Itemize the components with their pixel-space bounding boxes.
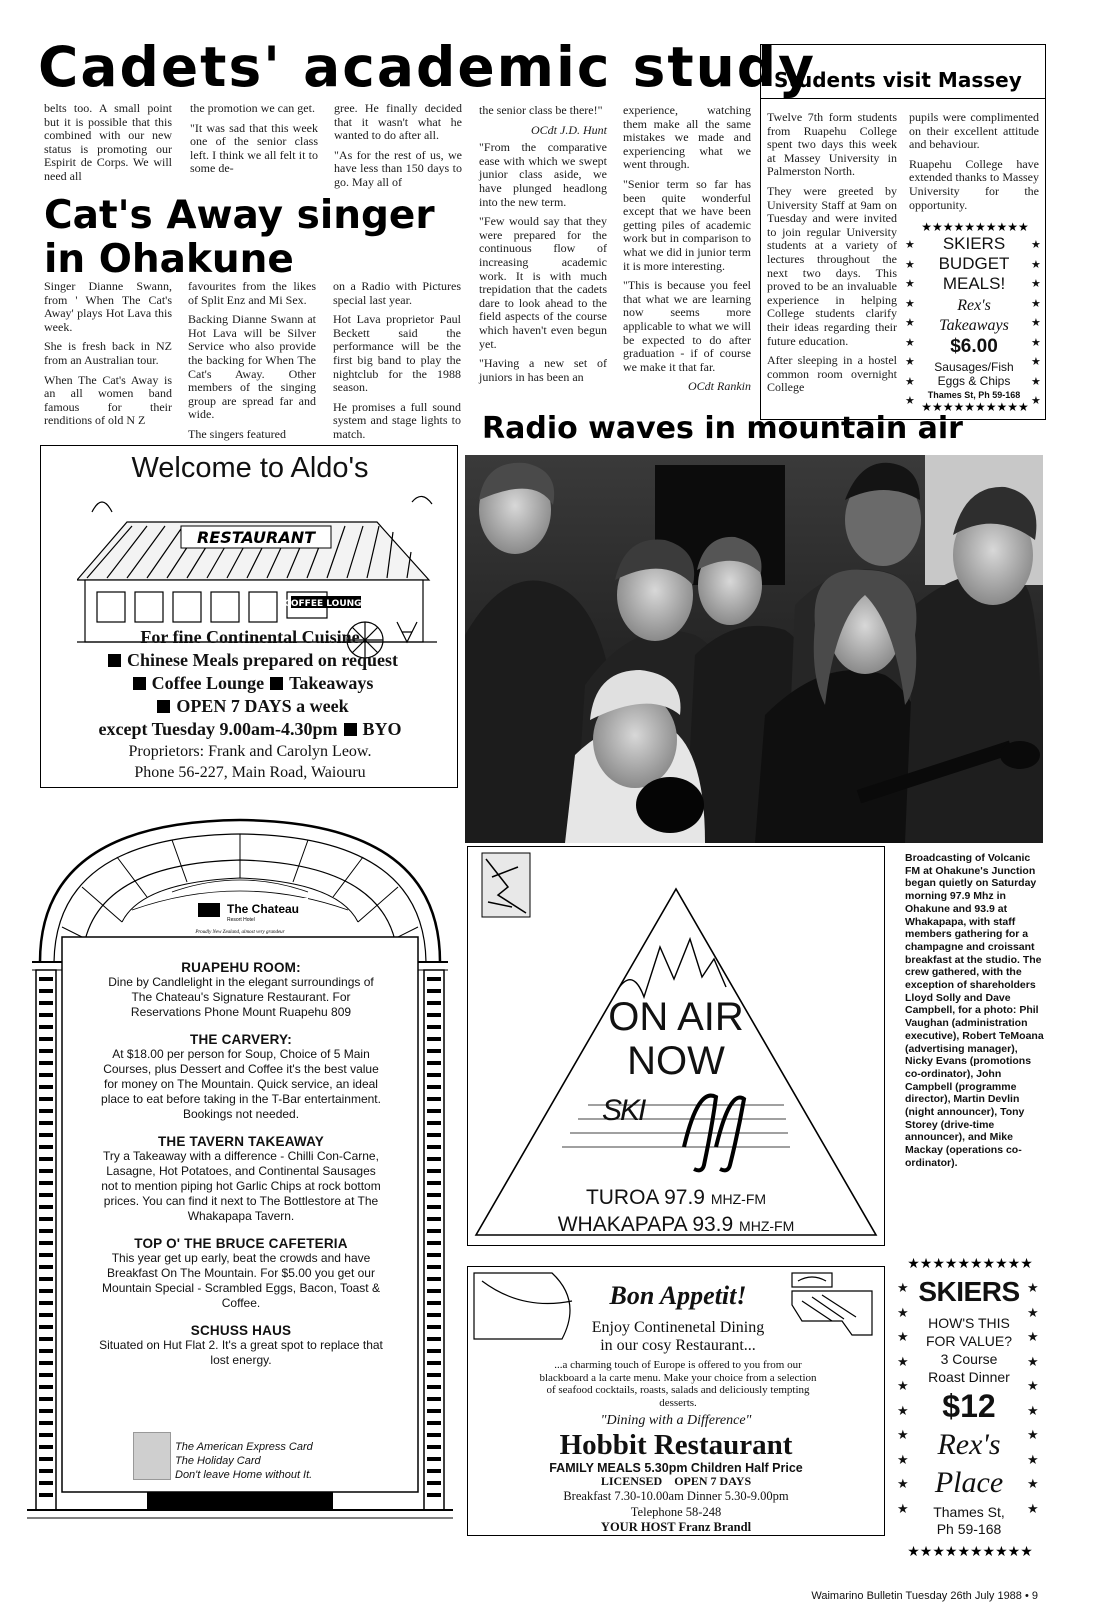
- catsaway-text: She is fresh back in NZ from an Australian tour.: [44, 339, 172, 367]
- hobbit-line: LICENSED OPEN 7 DAYS: [600, 1474, 752, 1488]
- catsaway-col-1: [44, 280, 172, 434]
- cards-line: Don't leave Home without It.: [175, 1469, 313, 1481]
- hobbit-slogan: "Dining with a Difference": [600, 1413, 752, 1428]
- catsaway-text: He promises a full sound system and stage lights to match.: [333, 399, 461, 441]
- section-body: At $18.00 per person for Soup, Choice of 5 Main Courses, plus Dessert and Coffee it's the best value for money on The Mountain. Quick service, an ideal place to eat before taking in the T-Bar entertainment. Bookings not needed.: [101, 1047, 381, 1121]
- cadets-text: "This is because you feel that what we are learning now seems more applicable to what we will be expected to do after graduation - if of course we make it that far.: [623, 278, 751, 374]
- catsaway-text: Singer Dianne Swann, from ' When The Cat's Away' plays Hot Lava this week.: [44, 279, 172, 334]
- hobbit-title: Bon Appetit!: [609, 1281, 747, 1310]
- aldos-line: BYO: [362, 719, 402, 739]
- star-column-icon: ★ ★ ★ ★ ★ ★ ★ ★ ★: [905, 239, 915, 407]
- bullet-square-icon: [157, 700, 170, 713]
- aldos-line: except Tuesday 9.00am-4.30pm: [98, 719, 338, 739]
- cadets-text: gree. He finally decided that it wasn't what he wanted to do after all.: [334, 101, 462, 143]
- unit-label: MHZ-FM: [739, 1218, 795, 1234]
- stars-row: ★★★★★★★★★★: [921, 400, 1029, 414]
- restaurant-sign: RESTAURANT: [196, 528, 316, 547]
- catsaway-text: The singers featured: [188, 426, 286, 441]
- cadets-text: "Few would say that they were prepared for the continuous flow of increasing academic work. It is with much trepidation that the cadets dare to look ahead to the field aspects of the course which haven't even begun yet.: [479, 214, 607, 351]
- stars-row: ★★★★★★★★★★: [907, 1544, 1033, 1560]
- rex-address: Thames St, Ph 59-168: [927, 390, 1021, 400]
- onair-text: NOW: [627, 1039, 725, 1083]
- rex-line: SKIERS: [942, 234, 1006, 253]
- rex-line: HOW'S THIS: [928, 1315, 1010, 1331]
- hobbit-name: Hobbit Restaurant: [559, 1429, 793, 1461]
- rex-line: Eggs & Chips: [937, 374, 1011, 388]
- aldos-ad: [40, 445, 458, 788]
- unit-label: MHZ-FM: [710, 1191, 767, 1207]
- cadets-col-1: [44, 102, 172, 190]
- star-column-icon: ★ ★ ★ ★ ★ ★ ★ ★ ★ ★: [1027, 1280, 1039, 1516]
- cadets-text: "It was sad that this week one of the senior class left. I think we all felt it to some de-: [190, 120, 318, 176]
- catsaway-text: favourites from the likes of Split Enz and Mi Sex.: [188, 279, 316, 307]
- cadets-col-4: [479, 104, 607, 390]
- chateau-logo: The Chateau: [227, 902, 300, 916]
- cadets-text: the promotion we can get.: [190, 101, 315, 115]
- cadets-text: the senior class be there!": [479, 103, 603, 117]
- aldos-line: Chinese Meals prepared on request: [126, 650, 398, 670]
- catsaway-text: When The Cat's Away is an all women band famous for their renditions of old N Z: [44, 372, 172, 428]
- catsaway-text: Hot Lava proprietor Paul Beckett said the performance will be the first big band to play the nightclub for the 1988 season.: [333, 312, 461, 395]
- cadets-text: experience, watching them make all the same mistakes we made and experiencing what we went through.: [623, 103, 751, 172]
- cadets-text: "As for the rest of us, we have less than 150 days to go. May all of: [334, 147, 462, 189]
- rex-address: Ph 59-168: [936, 1521, 1002, 1537]
- page-footer: Waimarino Bulletin Tuesday 26th July 1988 • 9: [811, 1590, 1038, 1602]
- catsaway-headline-line: Cat's Away singer: [44, 193, 435, 238]
- chateau-ad: [22, 812, 458, 1542]
- massey-text: Ruapehu College have extended thanks to Massey University for the opportunity.: [909, 156, 1039, 212]
- bullet-square-icon: [108, 654, 121, 667]
- ski-logo: SKI: [602, 1094, 645, 1127]
- aldos-line: Proprietors: Frank and Carolyn Leow.: [128, 743, 372, 760]
- stars-row: ★★★★★★★★★★: [921, 220, 1029, 234]
- rex-price: $12: [942, 1388, 996, 1424]
- catsaway-headline-line: in Ohakune: [44, 237, 294, 282]
- rex-line: Roast Dinner: [928, 1369, 1010, 1385]
- massey-col-1: [767, 111, 897, 401]
- massey-col-2: [909, 111, 1039, 218]
- bullet-square-icon: [270, 677, 283, 690]
- massey-text: After sleeping in a hostel common room overnight College: [767, 353, 897, 395]
- rex-address: Thames St,: [933, 1504, 1005, 1520]
- aldos-title: Welcome to Aldo's: [131, 452, 369, 484]
- cadets-signature: OCdt J.D. Hunt: [531, 122, 607, 137]
- aldos-line: Takeaways: [289, 673, 374, 693]
- chateau-logo-sub: Resort Hotel: [227, 917, 255, 923]
- section-title: SCHUSS HAUS: [190, 1323, 292, 1338]
- cadets-text: "From the comparative ease with which we swept junior class aside, we have plunged headlong into the new term.: [479, 140, 607, 209]
- catsaway-headline: [44, 194, 435, 282]
- hobbit-line: in our cosy Restaurant...: [600, 1337, 756, 1354]
- onair-text: ON AIR: [608, 995, 744, 1039]
- rex-name: Takeaways: [939, 317, 1009, 334]
- massey-text: Twelve 7th form students from Ruapehu College spent two days this week at Massey University in Palmerston North.: [767, 110, 897, 179]
- stars-row: ★★★★★★★★★★: [907, 1256, 1033, 1272]
- radio-team-photo: [465, 455, 1043, 843]
- cadets-signature: OCdt Rankin: [688, 379, 751, 394]
- bullet-square-icon: [133, 677, 146, 690]
- section-body: Dine by Candlelight in the elegant surroundings of The Chateau's Signature Restaurant. For Reservations Phone Mount Ruapehu 809: [108, 975, 374, 1019]
- cadets-text: "Having a new set of juniors in has been an: [479, 356, 607, 384]
- hobbit-line: Breakfast 7.30-10.00am Dinner 5.30-9.00pm: [563, 1489, 789, 1503]
- section-title: RUAPEHU ROOM:: [181, 960, 301, 975]
- fm-logo: [688, 1097, 748, 1128]
- cadets-col-3: [334, 102, 462, 196]
- section-body: This year get up early, beat the crowds and have Breakfast On The Mountain. For $5.00 you get our Mountain Special - Scrambled Eggs, Bacon, Toast & Coffee.: [102, 1251, 380, 1310]
- rex-name: Place: [934, 1466, 1004, 1499]
- bullet-square-icon: [344, 723, 357, 736]
- massey-text: They were greeted by University Staff at 9am on Tuesday and were invited to join regular University students at a variety of lectures throughout the next two days. This proved to be an invaluable experience in helping College students clarify their ideas regarding their future education.: [767, 183, 897, 348]
- section-title: THE TAVERN TAKEAWAY: [157, 1134, 325, 1149]
- rex-line: 3 Course: [940, 1351, 998, 1367]
- rex-line: FOR VALUE?: [925, 1333, 1013, 1349]
- rex-name: Rex's: [957, 297, 991, 314]
- star-column-icon: ★ ★ ★ ★ ★ ★ ★ ★ ★ ★: [897, 1280, 909, 1516]
- section-title: TOP O' THE BRUCE CAFETERIA: [134, 1236, 348, 1251]
- catsaway-text: Backing Dianne Swann at Hot Lava will be Silver Service who also provide the backing for When The Cat's Away. Other members of the singing group are spread far and wide.: [188, 312, 316, 422]
- skifm-ad: [467, 846, 885, 1246]
- cadets-text: "Senior term so far has been quite wonderful except that we have been getting piles of academic work but in comparison to what we did in junior term it is more interesting.: [623, 176, 751, 273]
- whakapapa-frequency: WHAKAPAPA 93.9: [557, 1213, 734, 1236]
- massey-text: pupils were complimented on their excellent attitude and behaviour.: [909, 110, 1039, 152]
- hobbit-description: ...a charming touch of Europe is offered to you from our blackboard a la carte menu. Make your choice from a selection of seafood cocktails, roasts, salads and deliciously tempting desserts.: [539, 1359, 817, 1409]
- rex-line: BUDGET: [938, 254, 1010, 273]
- credit-card-icon: [133, 1432, 171, 1480]
- chateau-tagline: Proudly New Zealand, almost very grandeur: [195, 930, 285, 935]
- rex-name: Rex's: [937, 1428, 1001, 1461]
- catsaway-col-3: [333, 280, 461, 448]
- catsaway-text: on a Radio with Pictures special last year.: [333, 279, 461, 307]
- rexs-place-ad: [895, 1256, 1045, 1560]
- radio-headline: Radio waves in mountain air: [482, 411, 963, 446]
- section-body: Try a Takeaway with a difference - Chilli Con-Carne, Lasagne, Hot Potatoes, and Continental Sausages not to mention piping hot Garlic Chips at rock bottom prices. You can find it next to The Bottlestore at The Whakapapa Tavern.: [101, 1149, 381, 1223]
- rex-line: MEALS!: [942, 274, 1006, 293]
- hobbit-line: Telephone 58-248: [630, 1505, 722, 1519]
- radio-caption: Broadcasting of Volcanic FM at Ohakune's Junction began quietly on Saturday morning 97.9 Mhz in Ohakune and 93.9 at Whakapapa, with staff members gathering for a champagne and croissant breakfast at the studio. The crew gathered, with the exception of shareholders Lloyd Solly and Dave Campbell, for a photo: Phil Vaughan (administration executive), Robert TeMoana (advertising manager), Nicky Evans (promotions co-ordinator), John Campbell (programme director), Martin Devlin (night announcer), Tony Storey (drive-time announcer), and Mike Mackay (operations co-ordinator).: [905, 852, 1044, 1169]
- hobbit-line: Enjoy Continenetal Dining: [591, 1319, 765, 1336]
- star-column-icon: ★ ★ ★ ★ ★ ★ ★ ★ ★: [1031, 239, 1041, 407]
- hobbit-ad: [467, 1266, 885, 1536]
- cadets-col-5: [623, 104, 751, 398]
- hobbit-line: YOUR HOST Franz Brandl: [600, 1520, 752, 1534]
- massey-headline: Students visit Massey: [774, 68, 1022, 92]
- rex-line: Sausages/Fish: [934, 360, 1014, 374]
- cadets-text: belts too. A small point but it is possible that this combined with our new status is promoting our Espirit de Corps. We will need all: [44, 101, 172, 183]
- rex-takeaways-ad: [905, 220, 1045, 416]
- section-title: THE CARVERY:: [190, 1032, 292, 1047]
- aldos-line: Coffee Lounge: [151, 673, 265, 693]
- cadets-col-2: [190, 102, 318, 182]
- aldos-line: Phone 56-227, Main Road, Waiouru: [134, 764, 366, 781]
- chateau-menu: [98, 960, 384, 1368]
- coffee-lounge-sign: COFFEE LOUNGE: [284, 599, 368, 609]
- photo-silhouettes: [465, 455, 1043, 843]
- aldos-line: For fine Continental Cuisine: [140, 627, 360, 647]
- rex-price: $6.00: [950, 336, 998, 357]
- aldos-line: OPEN 7 DAYS a week: [176, 696, 349, 716]
- divider: [760, 98, 1046, 99]
- skiers-heading: SKIERS: [918, 1276, 1020, 1307]
- hobbit-line: FAMILY MEALS 5.30pm Children Half Price: [549, 1461, 803, 1475]
- cadets-headline: Cadets' academic study: [38, 35, 816, 99]
- catsaway-col-2: [188, 280, 316, 448]
- cards-line: The Holiday Card: [175, 1455, 261, 1467]
- section-body: Situated on Hut Flat 2. It's a great spot to replace that lost energy.: [99, 1338, 383, 1367]
- turoa-frequency: TUROA 97.9: [585, 1186, 705, 1209]
- cards-line: The American Express Card: [175, 1441, 313, 1453]
